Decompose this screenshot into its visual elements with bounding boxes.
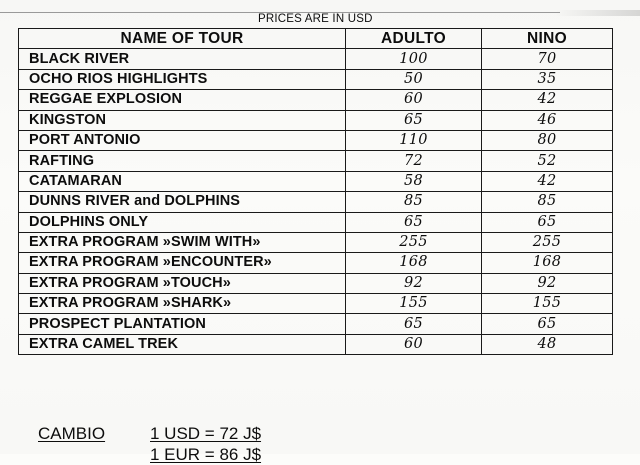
adult-price-cell: 60 — [346, 90, 482, 110]
tour-name-cell: DUNNS RIVER and DOLPHINS — [19, 192, 346, 212]
adult-price-cell: 72 — [346, 151, 482, 171]
tour-name-cell: EXTRA CAMEL TREK — [19, 334, 346, 354]
table-row — [19, 90, 613, 110]
tour-name-cell: BLACK RIVER — [19, 49, 346, 69]
tour-price-table — [18, 28, 613, 355]
table-row — [19, 314, 613, 334]
table-header-row — [19, 29, 613, 49]
exchange-rate-eur: 1 EUR = 86 J$ — [150, 445, 262, 464]
adult-price-cell: 255 — [346, 232, 482, 252]
child-price-cell: 42 — [482, 90, 613, 110]
tour-name-cell: RAFTING — [19, 151, 346, 171]
table-row — [19, 294, 613, 314]
table-row — [19, 151, 613, 171]
child-price-cell: 255 — [482, 232, 613, 252]
tour-name-cell: PORT ANTONIO — [19, 130, 346, 150]
child-price-cell: 46 — [482, 110, 613, 130]
column-header-tour-name: NAME OF TOUR — [19, 29, 346, 49]
child-price-cell: 52 — [482, 151, 613, 171]
table-body — [19, 49, 613, 355]
table-row — [19, 212, 613, 232]
table-row — [19, 110, 613, 130]
column-header-adult: ADULTO — [346, 29, 482, 49]
child-price-cell: 42 — [482, 171, 613, 191]
child-price-cell: 92 — [482, 273, 613, 293]
table-row — [19, 49, 613, 69]
table-row — [19, 273, 613, 293]
adult-price-cell: 168 — [346, 253, 482, 273]
child-price-cell: 48 — [482, 334, 613, 354]
tour-name-cell: EXTRA PROGRAM »SWIM WITH» — [19, 232, 346, 252]
tour-name-cell: EXTRA PROGRAM »ENCOUNTER» — [19, 253, 346, 273]
adult-price-cell: 58 — [346, 171, 482, 191]
exchange-rate-usd: 1 USD = 72 J$ — [150, 424, 262, 443]
column-header-child: NINO — [482, 29, 613, 49]
tour-name-cell: EXTRA PROGRAM »TOUCH» — [19, 273, 346, 293]
child-price-cell: 85 — [482, 192, 613, 212]
table-row — [19, 171, 613, 191]
adult-price-cell: 65 — [346, 212, 482, 232]
tour-name-cell: OCHO RIOS HIGHLIGHTS — [19, 69, 346, 89]
adult-price-cell: 110 — [346, 130, 482, 150]
child-price-cell: 65 — [482, 314, 613, 334]
tour-name-cell: DOLPHINS ONLY — [19, 212, 346, 232]
adult-price-cell: 50 — [346, 69, 482, 89]
adult-price-cell: 60 — [346, 334, 482, 354]
adult-price-cell: 92 — [346, 273, 482, 293]
exchange-label: CAMBIO — [38, 424, 106, 443]
child-price-cell: 155 — [482, 294, 613, 314]
table-row — [19, 130, 613, 150]
table-row — [19, 334, 613, 354]
child-price-cell: 35 — [482, 69, 613, 89]
tour-name-cell: REGGAE EXPLOSION — [19, 90, 346, 110]
table-row — [19, 69, 613, 89]
child-price-cell: 168 — [482, 253, 613, 273]
adult-price-cell: 100 — [346, 49, 482, 69]
tour-name-cell: PROSPECT PLANTATION — [19, 314, 346, 334]
adult-price-cell: 85 — [346, 192, 482, 212]
child-price-cell: 80 — [482, 130, 613, 150]
table-row — [19, 232, 613, 252]
adult-price-cell: 65 — [346, 110, 482, 130]
currency-caption: PRICES ARE IN USD — [258, 13, 373, 25]
adult-price-cell: 65 — [346, 314, 482, 334]
table-row — [19, 253, 613, 273]
tour-name-cell: EXTRA PROGRAM »SHARK» — [19, 294, 346, 314]
adult-price-cell: 155 — [346, 294, 482, 314]
child-price-cell: 70 — [482, 49, 613, 69]
tour-name-cell: KINGSTON — [19, 110, 346, 130]
table-row — [19, 192, 613, 212]
child-price-cell: 65 — [482, 212, 613, 232]
tour-name-cell: CATAMARAN — [19, 171, 346, 191]
scan-edge-mark — [555, 10, 640, 16]
